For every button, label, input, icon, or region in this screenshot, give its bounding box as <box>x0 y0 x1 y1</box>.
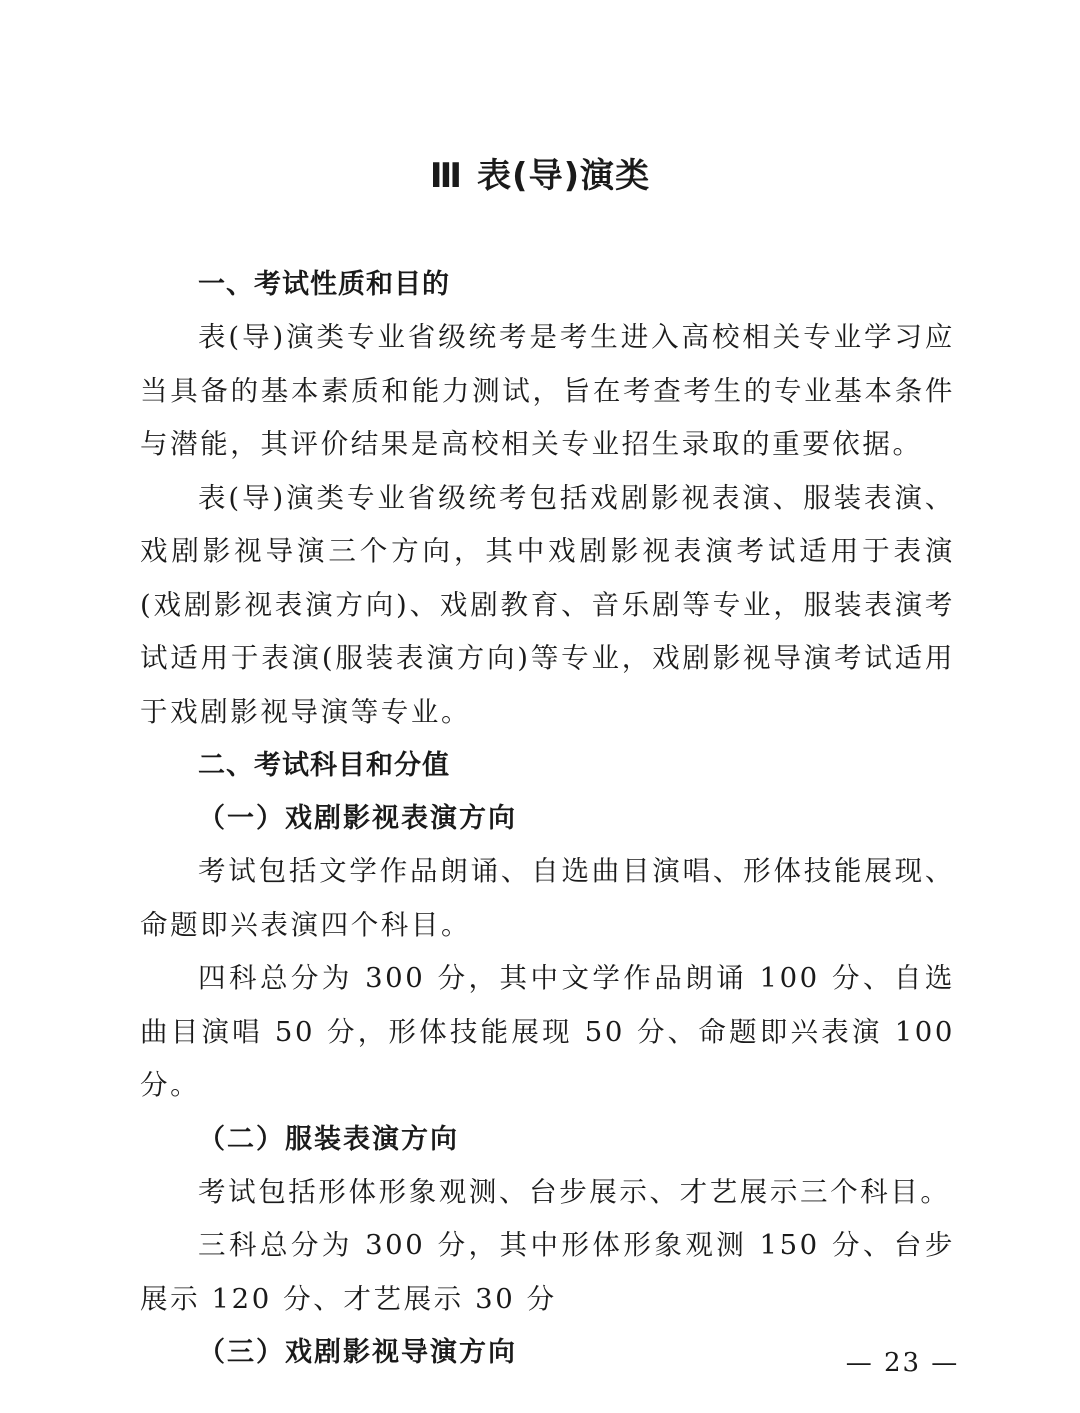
subsection-heading: （二）服装表演方向 <box>198 1123 459 1155</box>
title-text: 表(导)演类 <box>477 156 651 196</box>
subsection-heading: （一）戏剧影视表演方向 <box>198 803 517 834</box>
paragraph: 表(导)演类专业省级统考是考生进入高校相关专业学习应当具备的基本素质和能力测试，旨在考查考生的专业基本条件与潜能，其评价结果是高校相关专业招生录取的重要依据。 <box>140 321 955 460</box>
paragraph: 四科总分为 300 分，其中文学作品朗诵 100 分、自选曲目演唱 50 分，形体技能展现 50 分、命题即兴表演 100 分。 <box>140 962 955 1101</box>
paragraph: 考试包括形体形象观测、台步展示、才艺展示三个科目。 <box>198 1175 951 1208</box>
title-numeral: Ⅲ <box>429 156 464 196</box>
paragraph: 三科总分为 300 分，其中形体形象观测 150 分、台步展示 120 分、才艺展示 30 分 <box>140 1229 955 1315</box>
page-number: — 23 — <box>845 1348 960 1378</box>
section-heading-2: 二、考试科目和分值 <box>198 750 450 781</box>
document-body <box>140 258 955 1379</box>
subsection-heading: （三）戏剧影视导演方向 <box>198 1337 517 1368</box>
page-title <box>0 148 1080 197</box>
section-heading-1: 一、考试性质和目的 <box>198 269 450 300</box>
paragraph: 表(导)演类专业省级统考包括戏剧影视表演、服装表演、戏剧影视导演三个方向，其中戏剧影视表演考试适用于表演(戏剧影视表演方向)、戏剧教育、音乐剧等专业，服装表演考试适用于表演(服装表演方向)等专业，戏剧影视导演考试适用于戏剧影视导演等专业。 <box>140 481 955 728</box>
paragraph: 考试包括文学作品朗诵、自选曲目演唱、形体技能展现、命题即兴表演四个科目。 <box>140 855 955 941</box>
